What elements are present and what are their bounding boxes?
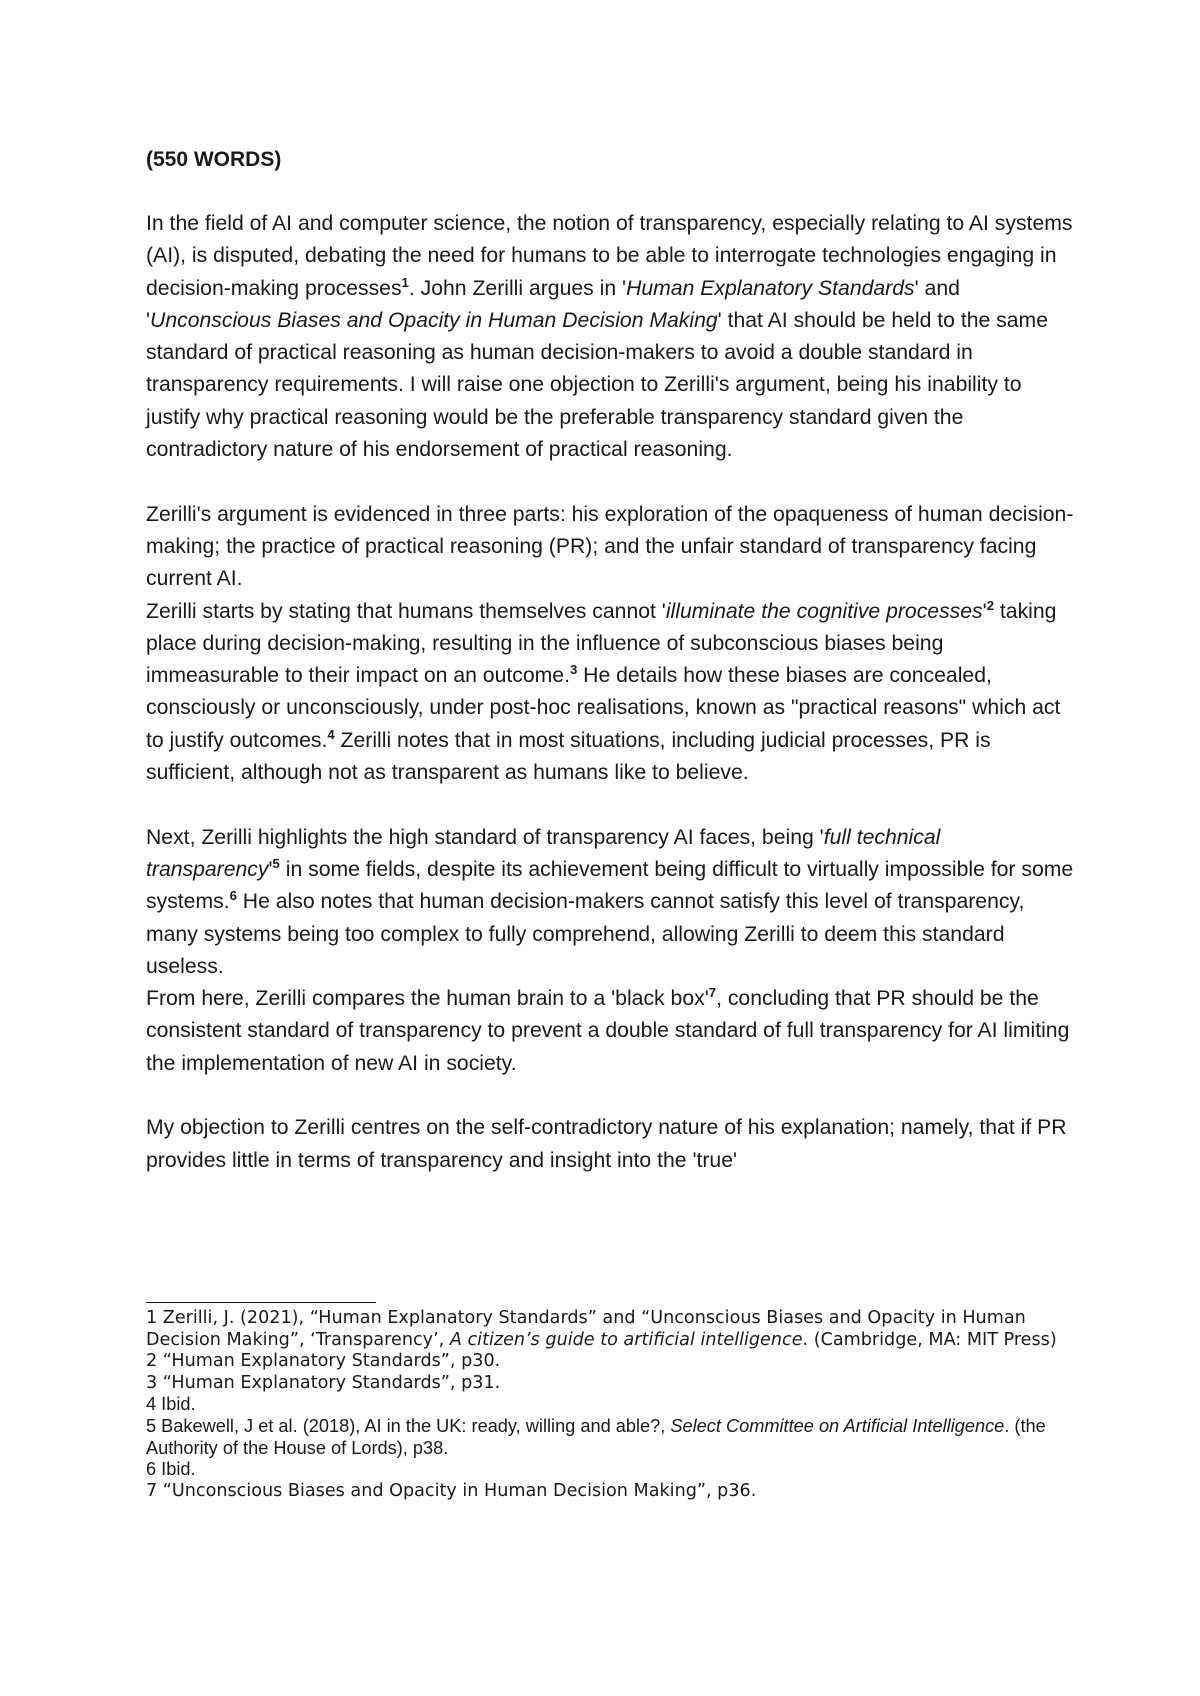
paragraph-opaqueness: Zerilli starts by stating that humans themselves cannot 'illuminate the cognitive $processes'^2$ taking place during decision-making, resulting in the influence of subconscious biases being immeasurable to their impact on an outcome.$^3$ He details how these biases are concealed, consciously or unconsciously, under post-hoc realisations, known as "practical reasons" which act to justify outcomes.$^4$ Zerilli notes that in most situations, including judicial processes, PR is sufficient, although not as transparent as humans like to believe. [146, 597, 1061, 785]
footnote-ref-7[interactable]: 7 [708, 985, 717, 1001]
footnotes-section [146, 1308, 1086, 1502]
quote-illuminate: illuminate the cognitive processes [665, 599, 983, 623]
footnote-1: 1 Zerilli, J. (2021), “Human Explanatory Standards” and “Unconscious Biases and Opacity in Human Decision Making”, ‘Transparency’, A citizen’s guide to artificial intelligence. (Cambridge, MA: MIT Press) [146, 1308, 1057, 1350]
paragraph-objection: My objection to Zerilli centres on the self-contradictory nature of his explanation; namely, that if PR provides little in terms of transparency and insight into the 'true' [146, 1116, 1067, 1172]
footnote-ref-5[interactable]: 5 [272, 855, 280, 871]
footnote-6: 6 Ibid. [146, 1459, 196, 1480]
paragraph-ai-standard: Next, Zerilli highlights the high standard of transparency AI faces, being 'full technical $transparency'^5$ in some fields, despite its achievement being difficult to virtually impossible for some systems.$^6$ He also notes that human decision-makers cannot satisfy this level of transparency, many systems being too complex to fully comprehend, allowing Zerilli to deem this standard useless. [146, 825, 1074, 978]
essay-body [146, 208, 1076, 1177]
footnote-ref-2[interactable]: 2 [986, 597, 995, 613]
footnote-2: 2 “Human Explanatory Standards”, p30. [146, 1351, 501, 1372]
word-count-heading: (550 WORDS) [146, 148, 282, 171]
footnote-5: 5 Bakewell, J et al. (2018), AI in the UK: ready, willing and able?, Select Committee on Artificial Intelligence. (the Authority of the House of Lords), p38. [146, 1415, 1046, 1458]
footnote-ref-6[interactable]: 6 [229, 888, 237, 904]
quote-full-technical-transparency: full technical transparency [146, 825, 941, 881]
paragraph-intro: In the field of AI and computer science, the notion of transparency, especially relating to AI systems (AI), is disputed, debating the need for humans to be able to interrogate technologies engaging in decision-making processes$^1$. John Zerilli argues in 'Human Explanatory Standards' and 'Unconscious Biases and Opacity in Human Decision Making' that AI should be held to the same standard of practical reasoning as human decision-makers to avoid a double standard in transparency requirements. I will raise one objection to Zerilli's argument, being his inability to justify why practical reasoning would be the preferable transparency standard given the contradictory nature of his endorsement of practical reasoning. [146, 212, 1073, 462]
footnote-ref-4[interactable]: 4 [327, 726, 335, 742]
paragraph-black-box: From here, Zerilli compares the human brain to a 'black $box'^7$, concluding that PR should be the consistent standard of transparency to prevent a double standard of full transparency for AI limiting the implementation of new AI in society. [146, 985, 1070, 1075]
footnote-ref-3[interactable]: 3 [569, 662, 578, 678]
footnote-ref-1[interactable]: 1 [401, 274, 409, 290]
title-human-explanatory-standards: Human Explanatory Standards [626, 276, 915, 300]
paragraph-argument-overview: Zerilli's argument is evidenced in three parts: his exploration of the opaqueness of human decision-making; the practice of practical reasoning (PR); and the unfair standard of transparency facing current AI. [146, 502, 1074, 591]
footnote-7: 7 “Unconscious Biases and Opacity in Human Decision Making”, p36. [146, 1480, 757, 1501]
footnote-4: 4 Ibid. [146, 1394, 196, 1415]
title-unconscious-biases: Unconscious Biases and Opacity in Human Decision Making [150, 308, 718, 332]
footnote-divider [146, 1302, 376, 1303]
footnote-3: 3 “Human Explanatory Standards”, p31. [146, 1372, 501, 1393]
